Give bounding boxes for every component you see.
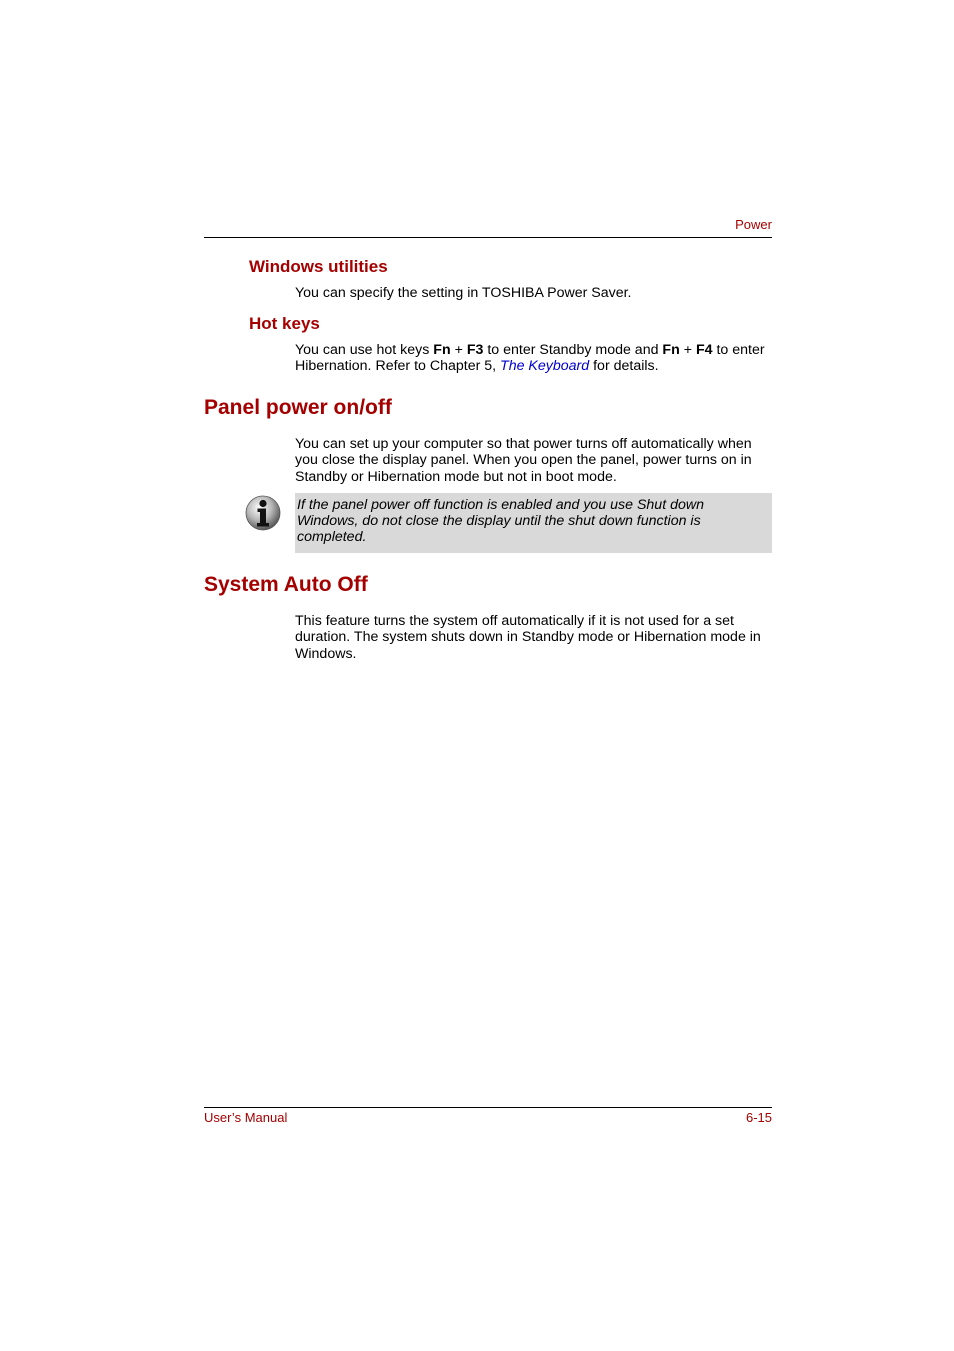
key-f4: F4 xyxy=(695,342,713,358)
keyboard-chapter-link[interactable]: The Keyboard xyxy=(500,358,590,375)
footer-rule xyxy=(204,1107,772,1108)
key-fn: Fn xyxy=(662,342,680,358)
heading-hot-keys: Hot keys xyxy=(249,314,320,333)
panel-power-text: You can set up your computer so that power turns off automatically when you close the display panel. When you open the panel, power turns on in Standby or Hibernation mode but not in boot mode. xyxy=(295,436,752,485)
key-f3: F3 xyxy=(466,342,484,358)
heading-windows-utilities: Windows utilities xyxy=(249,257,388,276)
heading-panel-power: Panel power on/off xyxy=(204,396,392,419)
footer-manual-title: User’s Manual xyxy=(204,1110,288,1125)
key-fn: Fn xyxy=(433,342,451,358)
header-rule xyxy=(204,237,772,238)
footer-page-number: 6-15 xyxy=(745,1110,772,1125)
note-text: If the panel power off function is enabled and you use Shut down Windows, do not close the display until the shut down function is completed. xyxy=(297,497,704,546)
heading-system-auto-off: System Auto Off xyxy=(204,573,368,596)
running-header: Power xyxy=(735,217,772,232)
system-auto-off-text: This feature turns the system off automatically if it is not used for a set duration. The system shuts down in Standby mode or Hibernation mode in Windows. xyxy=(295,613,761,662)
hot-keys-text: You can use hot keys Fn + F3 to enter Standby mode and Fn + F4 to enter Hibernation. Refer to Chapter 5, The Keyboard for details. xyxy=(295,342,765,375)
info-icon xyxy=(245,495,281,531)
windows-utilities-text: You can specify the setting in TOSHIBA Power Saver. xyxy=(295,285,632,301)
